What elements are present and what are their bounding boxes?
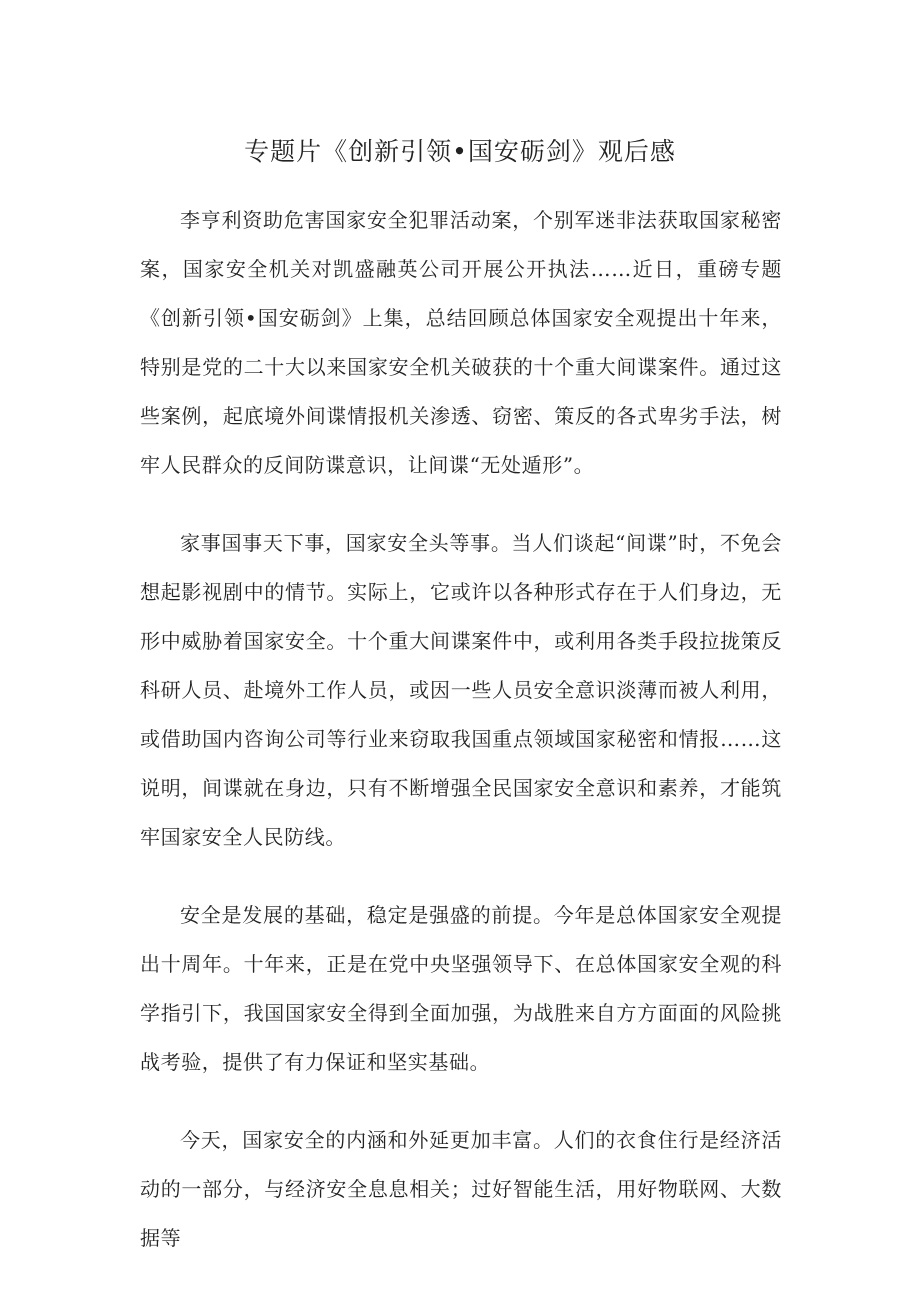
paragraph-1: 李亨利资助危害国家安全犯罪活动案，个别军迷非法获取国家秘密案，国家安全机关对凯盛融英公司开展公开执法……近日，重磅专题《创新引领•国安砺剑》上集，总结回顾总体国家安全观提出十年来，特别是党的二十大以来国家安全机关破获的十个重大间谍案件。通过这些案例，起底境外间谍情报机关渗透、窃密、策反的各式卑劣手法，树牢人民群众的反间防谍意识，让间谍“无处遁形”。 [140, 208, 782, 477]
paragraph-4: 今天，国家安全的内涵和外延更加丰富。人们的衣食住行是经济活动的一部分，与经济安全息息相关；过好智能生活，用好物联网、大数据等 [140, 1128, 782, 1250]
document-title: 专题片《创新引领•国安砺剑》观后感 [244, 137, 676, 166]
document-body [140, 196, 782, 1292]
paragraph-3: 安全是发展的基础，稳定是强盛的前提。今年是总体国家安全观提出十周年。十年来，正是在党中央坚强领导下、在总体国家安全观的科学指引下，我国国家安全得到全面加强，为战胜来自方方面面的风险挑战考验，提供了有力保证和坚实基础。 [140, 903, 782, 1074]
paragraph-2: 家事国事天下事，国家安全头等事。当人们谈起“间谍”时，不免会想起影视剧中的情节。实际上，它或许以各种形式存在于人们身边，无形中威胁着国家安全。十个重大间谍案件中，或利用各类手段拉拢策反科研人员、赴境外工作人员，或因一些人员安全意识淡薄而被人利用，或借助国内咨询公司等行业来窃取我国重点领域国家秘密和情报……这说明，间谍就在身边，只有不断增强全民国家安全意识和素养，才能筑牢国家安全人民防线。 [140, 531, 782, 849]
